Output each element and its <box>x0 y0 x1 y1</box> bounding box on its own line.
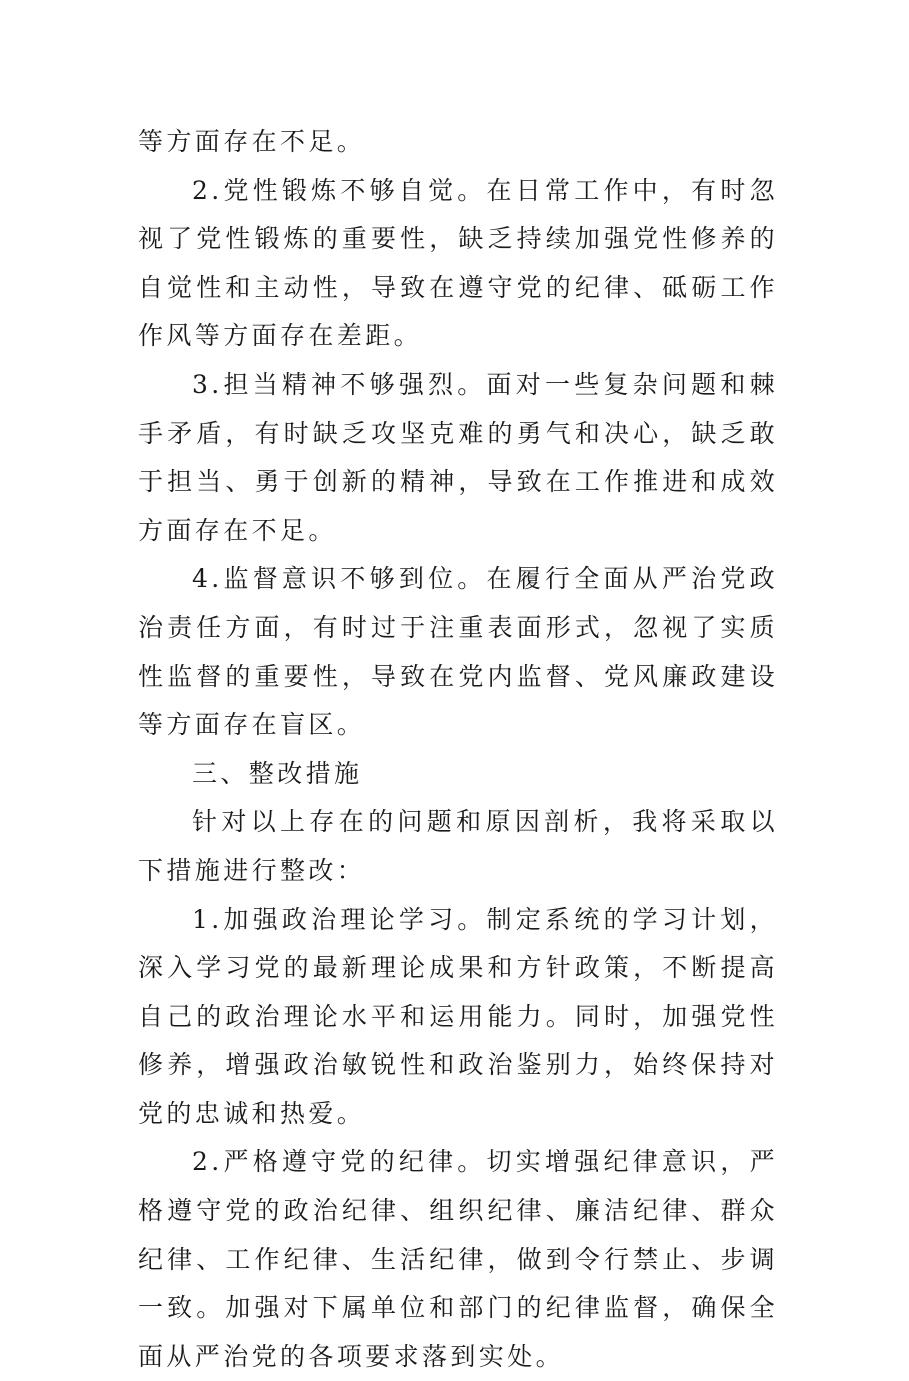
document-body <box>138 118 778 1381</box>
paragraph-intro-measures: 针对以上存在的问题和原因剖析，我将采取以下措施进行整改： <box>138 807 778 885</box>
paragraph-discipline: 2.严格遵守党的纪律。切实增强纪律意识，严格遵守党的政治纪律、组织纪律、廉洁纪律、群众纪律、工作纪律、生活纪律，做到令行禁止、步调一致。加强对下属单位和部门的纪律监督，确保全面从严治党的各项要求落到实处。 <box>138 1147 778 1371</box>
paragraph-responsibility: 3.担当精神不够强烈。面对一些复杂问题和棘手矛盾，有时缺乏攻坚克难的勇气和决心，缺乏敢于担当、勇于创新的精神，导致在工作推进和成效方面存在不足。 <box>138 369 778 545</box>
paragraph-supervision: 4.监督意识不够到位。在履行全面从严治党政治责任方面，有时过于注重表面形式，忽视了实质性监督的重要性，导致在党内监督、党风廉政建设等方面存在盲区。 <box>138 564 778 740</box>
paragraph-continuation: 等方面存在不足。 <box>138 127 366 156</box>
paragraph-theory-study: 1.加强政治理论学习。制定系统的学习计划，深入学习党的最新理论成果和方针政策，不断提高自己的政治理论水平和运用能力。同时，加强党性修养，增强政治敏锐性和政治鉴别力，始终保持对党的忠诚和热爱。 <box>138 904 778 1128</box>
paragraph-party-spirit: 2.党性锻炼不够自觉。在日常工作中，有时忽视了党性锻炼的重要性，缺乏持续加强党性修养的自觉性和主动性，导致在遵守党的纪律、砥砺工作作风等方面存在差距。 <box>138 175 778 351</box>
section-heading-rectification: 三、整改措施 <box>192 758 363 788</box>
